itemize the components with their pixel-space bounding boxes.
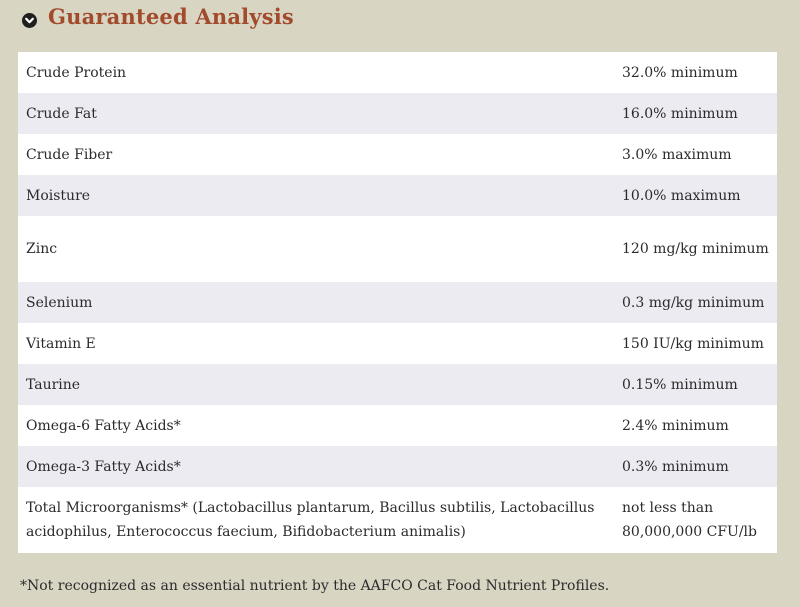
table-row bbox=[18, 282, 777, 323]
table-row bbox=[18, 487, 777, 553]
footnote: *Not recognized as an essential nutrient by the AAFCO Cat Food Nutrient Profiles. bbox=[20, 578, 610, 594]
nutrient-name: Omega-3 Fatty Acids* bbox=[18, 446, 616, 487]
table-row bbox=[18, 323, 777, 364]
nutrient-value: 0.15% minimum bbox=[616, 364, 777, 405]
nutrient-name: Vitamin E bbox=[18, 323, 616, 364]
nutrient-value: 0.3 mg/kg minimum bbox=[616, 282, 777, 323]
table-row bbox=[18, 175, 777, 216]
table-row bbox=[18, 446, 777, 487]
nutrient-value: not less than 80,000,000 CFU/lb bbox=[616, 487, 777, 553]
nutrient-name: Taurine bbox=[18, 364, 616, 405]
nutrient-name: Zinc bbox=[18, 216, 616, 282]
table-row bbox=[18, 216, 777, 282]
nutrient-name: Crude Fiber bbox=[18, 134, 616, 175]
table-row bbox=[18, 134, 777, 175]
nutrient-name: Total Microorganisms* (Lactobacillus plantarum, Bacillus subtilis, Lactobacillus acidophilus, Enterococcus faecium, Bifidobacterium animalis) bbox=[18, 487, 616, 553]
table-row bbox=[18, 93, 777, 134]
table-row bbox=[18, 405, 777, 446]
table-row bbox=[18, 364, 777, 405]
nutrient-name: Selenium bbox=[18, 282, 616, 323]
nutrient-name: Omega-6 Fatty Acids* bbox=[18, 405, 616, 446]
nutrient-name: Crude Protein bbox=[18, 52, 616, 93]
nutrient-value: 2.4% minimum bbox=[616, 405, 777, 446]
guaranteed-analysis-table bbox=[18, 52, 777, 553]
table-row bbox=[18, 52, 777, 93]
section-title: Guaranteed Analysis bbox=[48, 4, 294, 29]
nutrient-value: 120 mg/kg minimum bbox=[616, 216, 777, 282]
nutrient-value: 150 IU/kg minimum bbox=[616, 323, 777, 364]
nutrient-value: 10.0% maximum bbox=[616, 175, 777, 216]
nutrient-value: 3.0% maximum bbox=[616, 134, 777, 175]
section-toggle-header[interactable] bbox=[0, 0, 800, 44]
nutrient-name: Crude Fat bbox=[18, 93, 616, 134]
nutrient-name: Moisture bbox=[18, 175, 616, 216]
chevron-down-circle-icon[interactable] bbox=[22, 13, 37, 28]
nutrient-value: 0.3% minimum bbox=[616, 446, 777, 487]
nutrient-value: 32.0% minimum bbox=[616, 52, 777, 93]
nutrient-value: 16.0% minimum bbox=[616, 93, 777, 134]
